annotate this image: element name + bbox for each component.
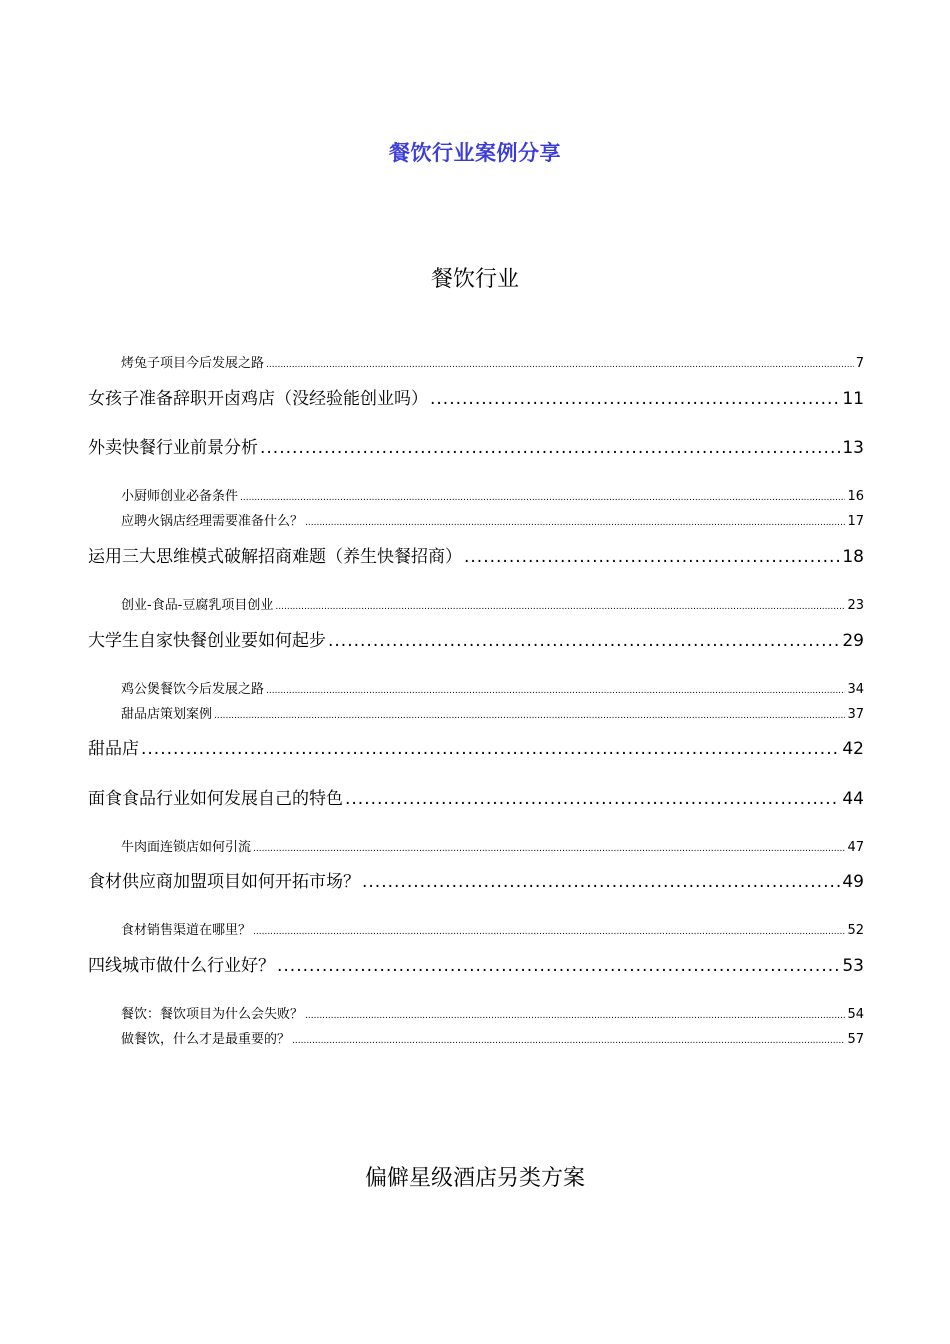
toc-leader-dots xyxy=(345,789,840,809)
toc-leader-dots xyxy=(266,360,854,370)
toc-entry-title: 牛肉面连锁店如何引流 xyxy=(121,840,252,855)
toc-entry-title: 四线城市做什么行业好？ xyxy=(88,956,275,976)
toc-leader-dots xyxy=(430,389,840,409)
toc-leader-dots xyxy=(240,493,845,503)
toc-leader-dots xyxy=(214,711,845,721)
toc-leader-dots xyxy=(328,631,840,651)
document-title: 餐饮行业案例分享 xyxy=(389,141,561,165)
toc-leader-dots xyxy=(464,547,840,567)
toc-entry-page: 49 xyxy=(842,872,864,892)
toc-leader-dots xyxy=(277,956,840,976)
toc-entry[interactable] xyxy=(88,433,864,458)
toc-entry-title: 鸡公煲餐饮今后发展之路 xyxy=(121,682,265,697)
toc-entry-page: 29 xyxy=(842,631,864,651)
toc-entry-page: 53 xyxy=(842,956,864,976)
toc-entry[interactable] xyxy=(121,1028,864,1047)
toc-entry[interactable] xyxy=(121,836,864,855)
toc-entry-page: 16 xyxy=(847,489,864,504)
toc-entry[interactable] xyxy=(88,626,864,651)
toc-leader-dots xyxy=(253,844,845,854)
toc-entry-page: 42 xyxy=(842,739,864,759)
toc-entry[interactable] xyxy=(88,951,864,976)
toc-leader-dots xyxy=(253,927,845,937)
toc-entry-page: 23 xyxy=(847,598,864,613)
toc-entry[interactable] xyxy=(121,510,864,529)
toc-entry-page: 17 xyxy=(847,514,864,529)
toc-entry-title: 食材供应商加盟项目如何开拓市场？ xyxy=(88,872,360,892)
toc-leader-dots xyxy=(362,872,840,892)
toc-entry-title: 甜品店 xyxy=(88,739,139,759)
toc-entry[interactable] xyxy=(121,1003,864,1022)
toc-entry-title: 应聘火锅店经理需要准备什么？ xyxy=(121,514,304,529)
toc-entry-page: 52 xyxy=(847,923,864,938)
toc-leader-dots xyxy=(266,686,845,696)
toc-entry[interactable] xyxy=(121,703,864,722)
toc-leader-dots xyxy=(141,739,840,759)
toc-leader-dots xyxy=(305,518,845,528)
toc-entry-page: 13 xyxy=(842,438,864,458)
toc-entry[interactable] xyxy=(121,678,864,697)
toc-entry-title: 小厨师创业必备条件 xyxy=(121,489,239,504)
toc-entry-title: 餐饮：餐饮项目为什么会失败？ xyxy=(121,1007,304,1022)
toc-entry-page: 57 xyxy=(847,1032,864,1047)
toc-entry-page: 11 xyxy=(842,389,864,409)
toc-entry[interactable] xyxy=(88,784,864,809)
toc-entry[interactable] xyxy=(88,867,864,892)
toc-entry-title: 运用三大思维模式破解招商难题（养生快餐招商） xyxy=(88,547,462,567)
toc-entry[interactable] xyxy=(88,542,864,567)
toc-leader-dots xyxy=(305,1011,845,1021)
toc-leader-dots xyxy=(292,1036,845,1046)
toc-leader-dots xyxy=(260,438,840,458)
toc-entry-page: 7 xyxy=(855,356,864,371)
toc-entry-page: 54 xyxy=(847,1007,864,1022)
toc-leader-dots xyxy=(275,602,845,612)
toc-entry-title: 烤兔子项目今后发展之路 xyxy=(121,356,265,371)
toc-entry-title: 创业-食品-豆腐乳项目创业 xyxy=(121,598,274,613)
toc-entry[interactable] xyxy=(88,734,864,759)
toc-entry[interactable] xyxy=(121,594,864,613)
toc-entry[interactable] xyxy=(121,919,864,938)
toc-entry-page: 37 xyxy=(847,707,864,722)
toc-entry[interactable] xyxy=(121,352,864,371)
section-heading: 餐饮行业 xyxy=(430,267,519,292)
toc-entry-page: 18 xyxy=(842,547,864,567)
toc-entry-title: 做餐饮，什么才是最重要的？ xyxy=(121,1032,291,1047)
toc-entry-title: 食材销售渠道在哪里？ xyxy=(121,923,252,938)
toc-entry-page: 47 xyxy=(847,840,864,855)
toc-entry[interactable] xyxy=(88,384,864,409)
toc-entry-title: 女孩子准备辞职开卤鸡店（没经验能创业吗） xyxy=(88,389,428,409)
toc-entry-title: 面食食品行业如何发展自己的特色 xyxy=(88,789,343,809)
toc-entry-page: 34 xyxy=(847,682,864,697)
toc-entry-title: 外卖快餐行业前景分析 xyxy=(88,438,258,458)
toc-entry-title: 甜品店策划案例 xyxy=(121,707,213,722)
section-heading: 偏僻星级酒店另类方案 xyxy=(364,1166,585,1191)
toc-entry[interactable] xyxy=(121,485,864,504)
toc-entry-page: 44 xyxy=(842,789,864,809)
toc-entry-title: 大学生自家快餐创业要如何起步 xyxy=(88,631,326,651)
